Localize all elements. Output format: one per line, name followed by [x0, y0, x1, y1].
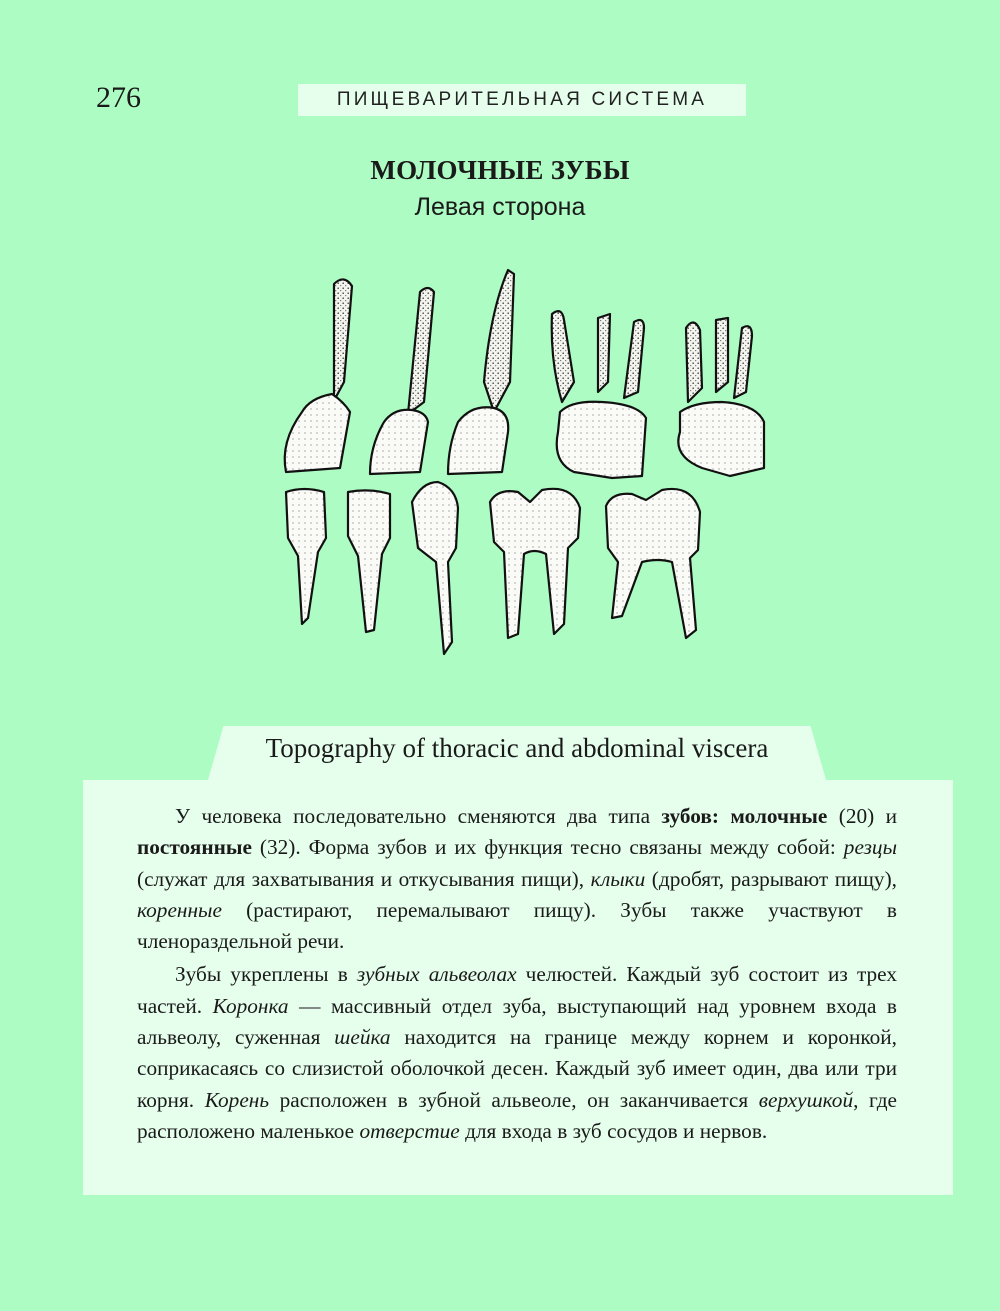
body-text — [137, 801, 897, 1147]
text-run: , где расположено маленькое — [137, 1087, 897, 1143]
bold-term: зубов: молочные — [661, 804, 828, 828]
page-number: 276 — [96, 81, 141, 114]
upper-central-incisor — [285, 279, 352, 472]
paragraph-1 — [137, 801, 897, 957]
lower-second-molar — [606, 489, 700, 638]
italic-term: коренные — [137, 897, 222, 922]
italic-term: Коронка — [212, 993, 289, 1018]
lower-first-molar — [490, 489, 580, 638]
upper-second-molar — [678, 318, 764, 476]
text-run: (растирают, перемалывают пищу). Зубы также участвуют в членораздельной речи. — [137, 897, 897, 954]
paragraph-2 — [137, 959, 897, 1147]
italic-term: шейка — [334, 1025, 391, 1050]
figure-title: МОЛОЧНЫЕ ЗУБЫ — [370, 155, 630, 185]
text-run: — массивный отдел зуба, выступающий над уровнем входа в альвеолу, суженная — [137, 993, 897, 1050]
text-run: (служат для захватывания и откусывания пищи), — [137, 866, 591, 891]
text-run: для входа в зуб сосудов и нервов. — [459, 1118, 768, 1143]
running-head: ПИЩЕВАРИТЕЛЬНАЯ СИСТЕМА — [298, 84, 746, 116]
teeth-illustration — [272, 262, 772, 662]
italic-term: отверстие — [359, 1118, 460, 1143]
text-run: (дробят, разрывают пищу), — [645, 866, 897, 891]
text-run: расположен в зубной альвеоле, он заканчивается — [269, 1087, 759, 1112]
lower-canine — [412, 482, 458, 654]
text-run: У человека последовательно сменяются два типа — [175, 804, 662, 828]
text-run: челюстей. Каждый зуб состоит из трех частей. — [137, 962, 897, 1018]
text-run: (20) и — [827, 804, 897, 828]
text-run: (32). Форма зубов и их функция тесно связаны между собой: — [251, 835, 844, 860]
italic-term: зубных альвеолах — [356, 962, 517, 987]
lower-central-incisor — [286, 489, 326, 624]
upper-canine — [448, 270, 514, 474]
italic-term: верхушкой — [758, 1087, 854, 1112]
upper-first-molar — [552, 311, 646, 478]
text-run: находится на границе между корнем и коронкой, соприкасаясь со слизистой оболочкой десен. Каждый зуб имеет один, два или три корня. — [137, 1025, 897, 1112]
text-run: Зубы укреплены в — [175, 962, 357, 987]
lower-lateral-incisor — [348, 490, 390, 632]
italic-term: клыки — [590, 866, 646, 891]
section-tab-label: Topography of thoracic and abdominal viscera — [265, 733, 769, 763]
upper-lateral-incisor — [370, 288, 434, 474]
italic-term: резцы — [843, 835, 897, 860]
figure-subtitle: Левая сторона — [414, 193, 586, 221]
italic-term: Корень — [204, 1087, 270, 1112]
bold-term: постоянные — [137, 835, 252, 860]
